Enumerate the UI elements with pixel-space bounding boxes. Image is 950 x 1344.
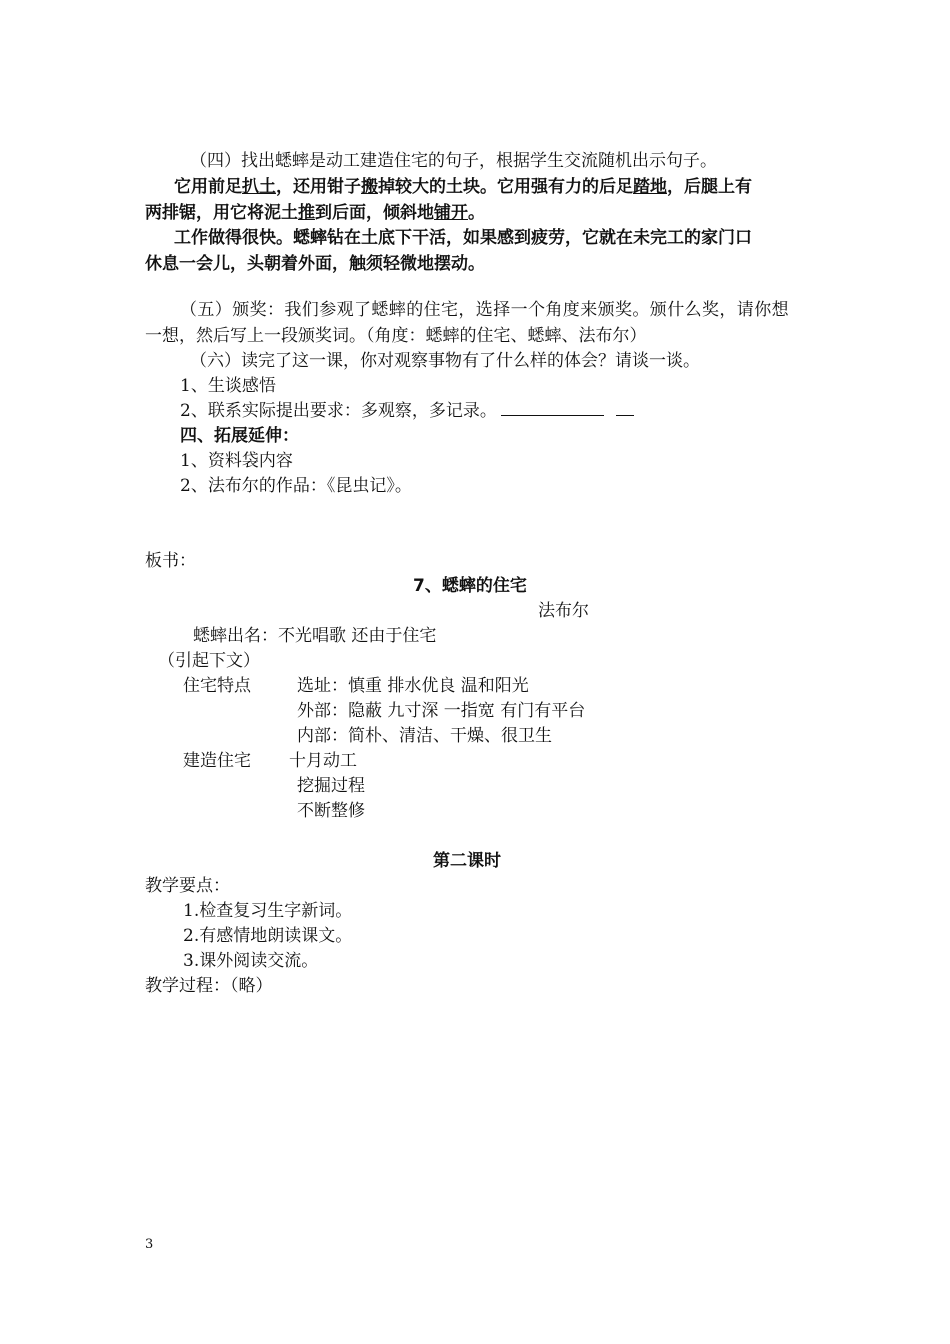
board-site: 选址：慎重 排水优良 温和阳光	[297, 676, 529, 696]
sec5-line2: 一想，然后写上一段颁奖词。（角度：蟋蟀的住宅、蟋蟀、法布尔）	[145, 326, 647, 346]
sec4-para2-line1: 工作做得很快。蟋蟀钻在土底下干活，如果感到疲劳，它就在未完工的家门口	[174, 228, 752, 248]
board-label: 板书：	[145, 551, 196, 571]
answer-blank-2	[616, 401, 634, 416]
extend-item2: 2、法布尔的作品：《昆虫记》。	[180, 476, 412, 496]
sec4-para1-line1: 它用前足扒土，还用钳子搬掉较大的土块。它用强有力的后足踏地，后腿上有	[174, 177, 752, 197]
lesson2-point3: 3.课外阅读交流。	[183, 951, 319, 971]
lesson2-point2: 2.有感情地朗读课文。	[183, 926, 353, 946]
extend-item1: 1、资料袋内容	[180, 451, 293, 471]
sec4-para2-line2: 休息一会儿，头朝着外面，触须轻微地摆动。	[145, 254, 485, 274]
sec6-item2: 2、联系实际提出要求：多观察，多记录。	[180, 399, 634, 423]
board-feature-label: 住宅特点	[183, 676, 251, 696]
board-build3: 不断整修	[297, 801, 365, 821]
sec6-intro: （六）读完了这一课，你对观察事物有了什么样的体会？请谈一谈。	[190, 351, 700, 371]
lesson2-title: 第二课时	[433, 851, 501, 871]
extend-heading: 四、拓展延伸：	[180, 426, 299, 446]
board-title: 7、蟋蟀的住宅	[413, 576, 527, 596]
board-outside: 外部：隐蔽 九寸深 一指宽 有门有平台	[297, 701, 586, 721]
board-build2: 挖掘过程	[297, 776, 365, 796]
sec6-item1: 1、生谈感悟	[180, 376, 276, 396]
sec5-line1: （五）颁奖：我们参观了蟋蟀的住宅，选择一个角度来颁奖。颁什么奖，请你想	[180, 300, 789, 320]
lesson2-process: 教学过程：（略）	[145, 976, 273, 996]
sec4-intro: （四）找出蟋蟀是动工建造住宅的句子，根据学生交流随机出示句子。	[190, 151, 717, 171]
board-fame: 蟋蟀出名：不光唱歌 还由于住宅	[193, 626, 437, 646]
lesson2-points-label: 教学要点：	[145, 876, 230, 896]
page-number: 3	[145, 1237, 154, 1252]
answer-blank-1	[501, 401, 604, 416]
board-build-label: 建造住宅	[183, 751, 251, 771]
board-author: 法布尔	[538, 601, 589, 621]
board-intro-note: （引起下文）	[158, 651, 260, 671]
sec4-para1-line2: 两排锯，用它将泥土推到后面，倾斜地铺开。	[145, 203, 485, 223]
board-inside: 内部：简朴、清洁、干燥、很卫生	[297, 726, 552, 746]
board-build1: 十月动工	[289, 751, 357, 771]
lesson2-point1: 1.检查复习生字新词。	[183, 901, 353, 921]
